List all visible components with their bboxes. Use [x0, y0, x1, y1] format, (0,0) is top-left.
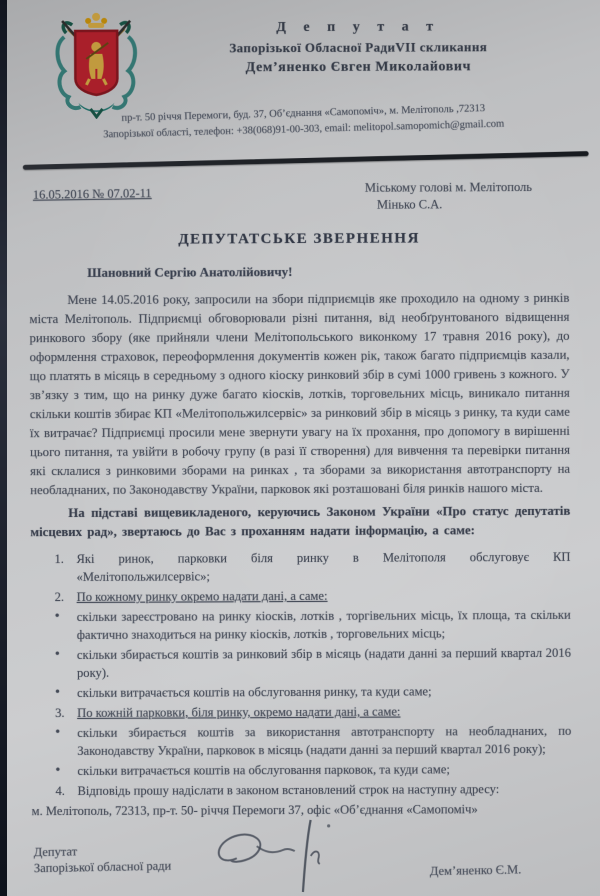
list-item-bullet	[55, 644, 571, 682]
list-marker: 3.	[55, 706, 65, 721]
salutation: Шановний Сергію Анатолійовичу!	[87, 264, 293, 280]
document-body	[29, 289, 571, 820]
address-line-1: пр-т. 50 річчя Перемоги, буд. 37, Об’єднання «Самопоміч», м. Мелітополь ,72313	[121, 103, 486, 124]
list-item-text: По кожному ринку окремо надати дані, а саме:	[76, 588, 328, 604]
signer-position-line-2: Запорізької обласної ради	[33, 858, 172, 876]
list-item-text: скільки збирається коштів за ринковий збір в місяць (надати данні за перший квартал 2016 року).	[76, 645, 571, 680]
letterhead-title: Д е п у т а т	[276, 19, 441, 36]
list-item-text: По кожній парковки, біля ринку, окремо надати дані, а саме:	[77, 704, 401, 720]
coat-of-arms-icon	[50, 7, 142, 119]
letterhead-deputy-name: Дем’яненко Євген Миколайович	[245, 59, 472, 76]
list-item-text: скільки збирається коштів за використання автотранспорту на необладнаних, по Законодавству України, парковок в місяць (надати данні за перший квартал 2016 року);	[77, 723, 572, 758]
list-item-text: Які ринок, парковки біля ринку в Мелітополя обслуговує КП «Мелітопольжилсервіс»;	[76, 549, 571, 584]
signer-name: Дем’яненко Є.М.	[429, 862, 522, 879]
legal-basis-paragraph: На підставі вищевикладеного, керуючись Законом України «Про статус депутатів місцевих рад», звертаюсь до Вас з проханням надати інформацію, а саме:	[30, 503, 571, 540]
bullet-icon: •	[55, 763, 61, 779]
list-marker: 4.	[55, 784, 65, 799]
list-item-text: скільки витрачається коштів на обслуговання парковок, та куди саме;	[77, 762, 450, 778]
list-item-bullet	[55, 682, 571, 702]
address-line-2: Запорізької області, телефон: +38(068)91-00-303, email: melitopol.samopomich@gmail.com	[103, 118, 505, 141]
list-marker: 2.	[54, 590, 65, 605]
letterhead	[148, 19, 568, 77]
header-separator-line	[23, 151, 589, 170]
request-list	[31, 548, 572, 820]
signer-position	[34, 842, 172, 877]
list-item-bullet	[55, 606, 571, 644]
list-item-4	[55, 780, 571, 800]
list-item-bullet	[55, 760, 571, 780]
list-item-text: скільки витрачається коштів на обслуговання ринку, та куди саме;	[77, 684, 432, 700]
list-item-3	[55, 702, 571, 722]
bullet-icon: •	[54, 609, 60, 625]
signer-position-line-1: Депутат	[33, 844, 78, 860]
reply-address: м. Мелітополь, 72313, пр-т. 50- річчя Перемоги 37, офіс «Об’єднання «Самопоміч»	[31, 802, 478, 819]
recipient-block	[365, 179, 532, 214]
bullet-icon: •	[55, 685, 61, 701]
list-item-2	[55, 586, 571, 606]
recipient-line-1: Міському голові м. Мелітополь	[364, 179, 532, 195]
letterhead-council: Запорізької Обласної РадиVII скликання	[229, 39, 488, 56]
body-paragraph: Мене 14.05.2016 року, запросили на збори підприємців яке проходило на одному з ринків міста Мелітополь. Підприємці обговорювали різні питання, від необґрунтованого відвищення ринкового збору (яке прийняли члени Мелітопольського виконкому 17 травня 2016 року), до оформлення страховок, переоформлення документів кожен рік, також багато підприємців казали, що платять в місяць в середньому з одного кіоску ринковий збір в сумі 1000 гривень з кожного. У зв’язку з тим, що на ринку дуже багато кіосків, лотків, торговельних місць, виникало питання скільки коштів збирає КП «Мелітопольжилсервіс» за ринковий збір в місяць з ринку, та куди саме їх витрачає? Підприємці просили мене звернути увагу на їх прохання, про допомогу в вирішенні цього питання, та увійти в робочу групу (в разі її створення) для вивчення та перевірки питання які склалися з ринковими зборами на ринках , та зборами за використання автотранспорту на необладнаних, по Законодавству України, парковок які розташовані біля ринків нашого міста.	[29, 290, 571, 498]
list-item-text: Відповідь прошу надіслати в законом встановлений строк на наступну адресу:	[77, 782, 500, 798]
handwritten-signature	[207, 816, 367, 895]
list-item-text: скільки зареєстровано на ринку кіосків, лотків , торгівельних місць, їх площа, та скільки фактично знаходиться на ринку кіосків, лотків , торговельних місць;	[76, 607, 571, 642]
list-item-1	[54, 548, 570, 586]
list-marker: 1.	[54, 552, 64, 567]
bullet-icon: •	[55, 725, 61, 741]
reference-number: 16.05.2016 № 07.02-11	[32, 186, 152, 202]
list-item-bullet	[55, 722, 571, 760]
document-title: ДЕПУТАТСЬКЕ ЗВЕРНЕННЯ	[178, 230, 420, 248]
bullet-icon: •	[54, 647, 60, 663]
recipient-line-2: Мінько С.А.	[376, 197, 443, 212]
